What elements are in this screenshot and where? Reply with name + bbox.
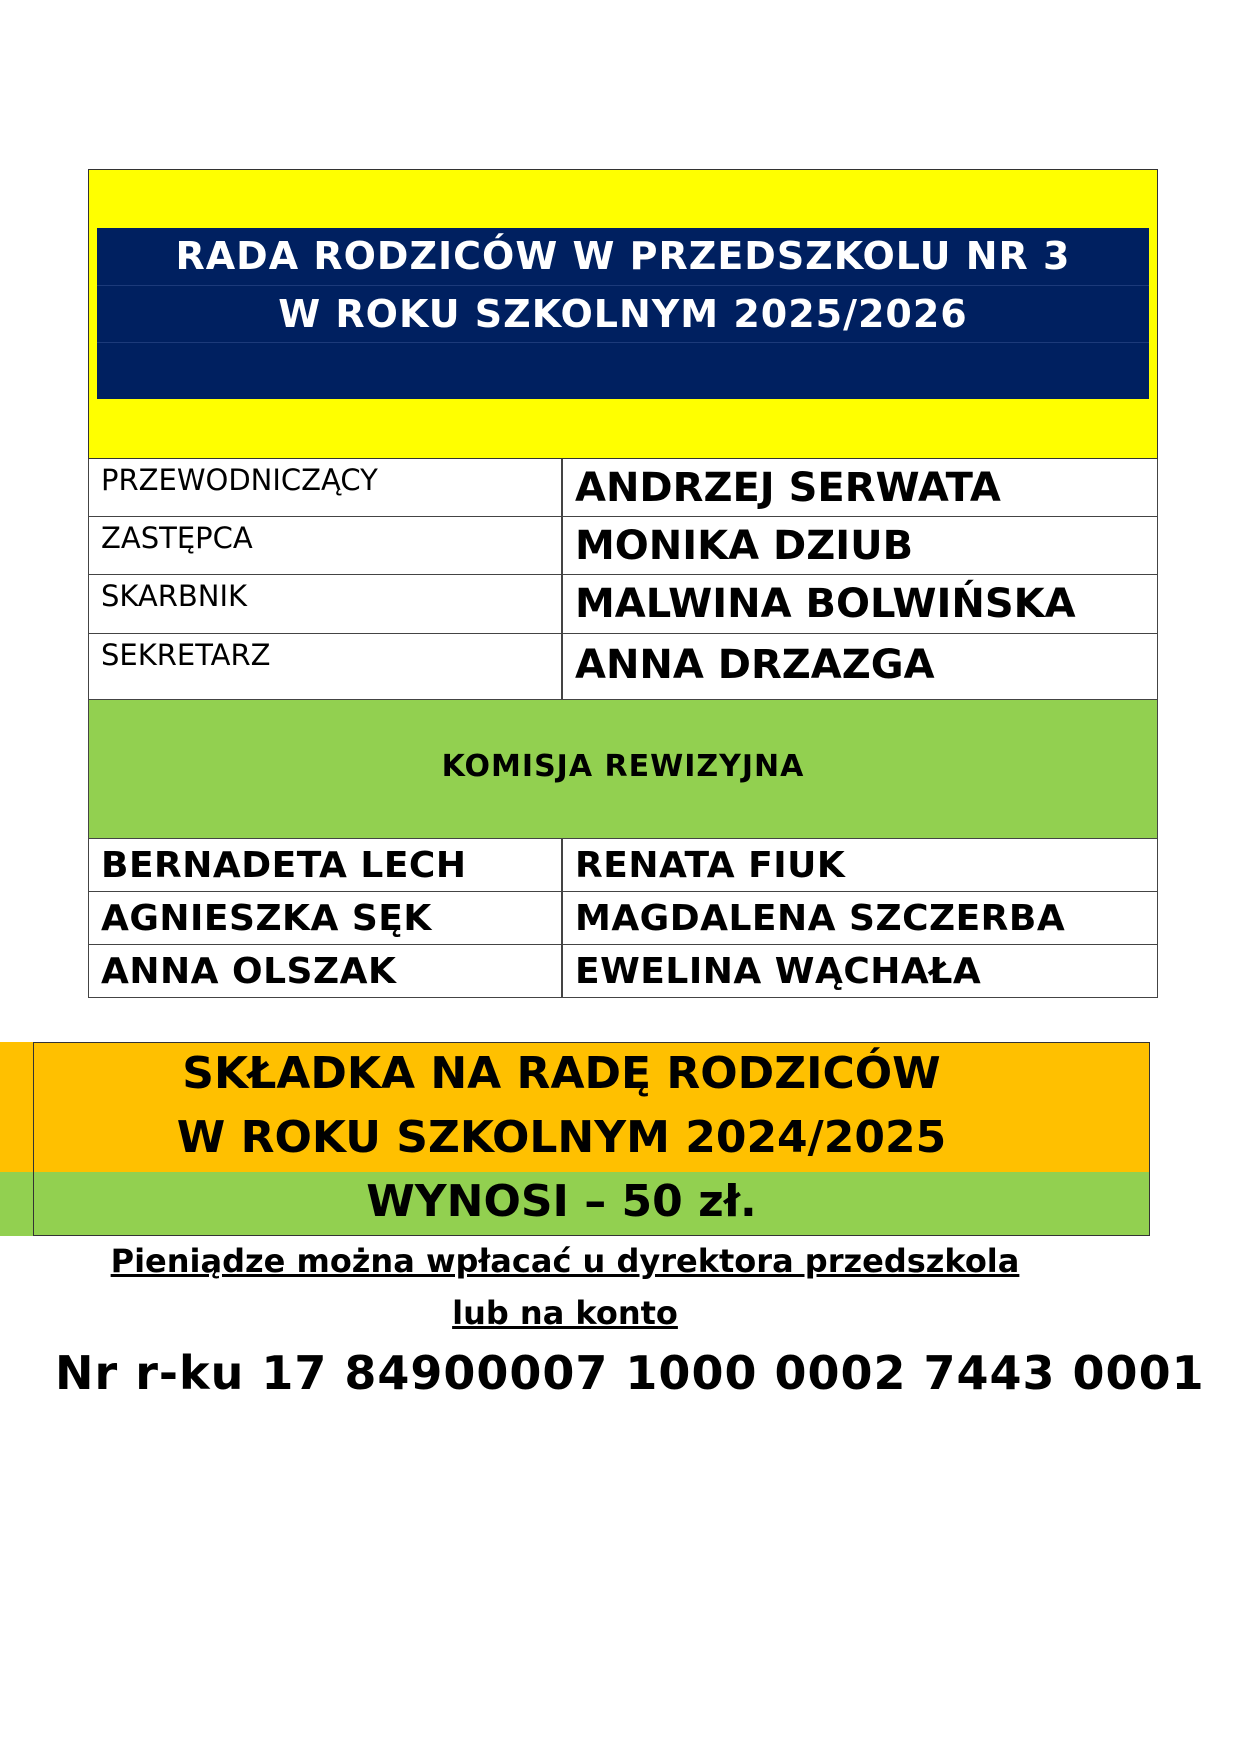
table-row <box>88 945 1158 998</box>
account-number: Nr r-ku 17 84900007 1000 0002 7443 0001 <box>55 1346 1205 1400</box>
skladka-year: W ROKU SZKOLNYM 2024/2025 <box>176 1112 947 1163</box>
title-band <box>97 228 1149 399</box>
member-name: RENATA FIUK <box>575 845 846 886</box>
table-row <box>88 892 1158 945</box>
band-divider <box>97 285 1149 286</box>
komisja-band <box>88 700 1158 839</box>
payment-info-2: lub na konto <box>452 1294 678 1332</box>
skladka-title: SKŁADKA NA RADĘ RODZICÓW <box>182 1048 941 1099</box>
officer-row <box>88 517 1158 575</box>
officer-name: MONIKA DZIUB <box>575 523 914 569</box>
member-name: BERNADETA LECH <box>101 845 467 886</box>
officer-name: ANNA DRZAZGA <box>575 642 935 688</box>
member-name: AGNIESZKA SĘK <box>101 898 432 939</box>
member-name: EWELINA WĄCHAŁA <box>575 951 982 992</box>
officer-row <box>88 459 1158 517</box>
officer-role: SEKRETARZ <box>101 638 271 672</box>
table-row <box>88 839 1158 892</box>
band-divider <box>97 342 1149 343</box>
officer-row <box>88 634 1158 700</box>
officer-role: SKARBNIK <box>101 579 248 613</box>
skladka-amount: WYNOSI – 50 zł. <box>366 1176 757 1227</box>
page-title: RADA RODZICÓW W PRZEDSZKOLU NR 3 <box>175 234 1071 278</box>
officer-role: ZASTĘPCA <box>101 521 253 555</box>
officer-role: PRZEWODNICZĄCY <box>101 463 378 497</box>
page-subtitle: W ROKU SZKOLNYM 2025/2026 <box>278 292 968 336</box>
officer-row <box>88 575 1158 634</box>
officer-name: MALWINA BOLWIŃSKA <box>575 581 1076 627</box>
officer-name: ANDRZEJ SERWATA <box>575 465 1001 511</box>
payment-info: Pieniądze można wpłacać u dyrektora przedszkola <box>110 1242 1020 1280</box>
komisja-title: KOMISJA REWIZYJNA <box>441 749 805 784</box>
member-name: ANNA OLSZAK <box>101 951 397 992</box>
member-name: MAGDALENA SZCZERBA <box>575 898 1066 939</box>
